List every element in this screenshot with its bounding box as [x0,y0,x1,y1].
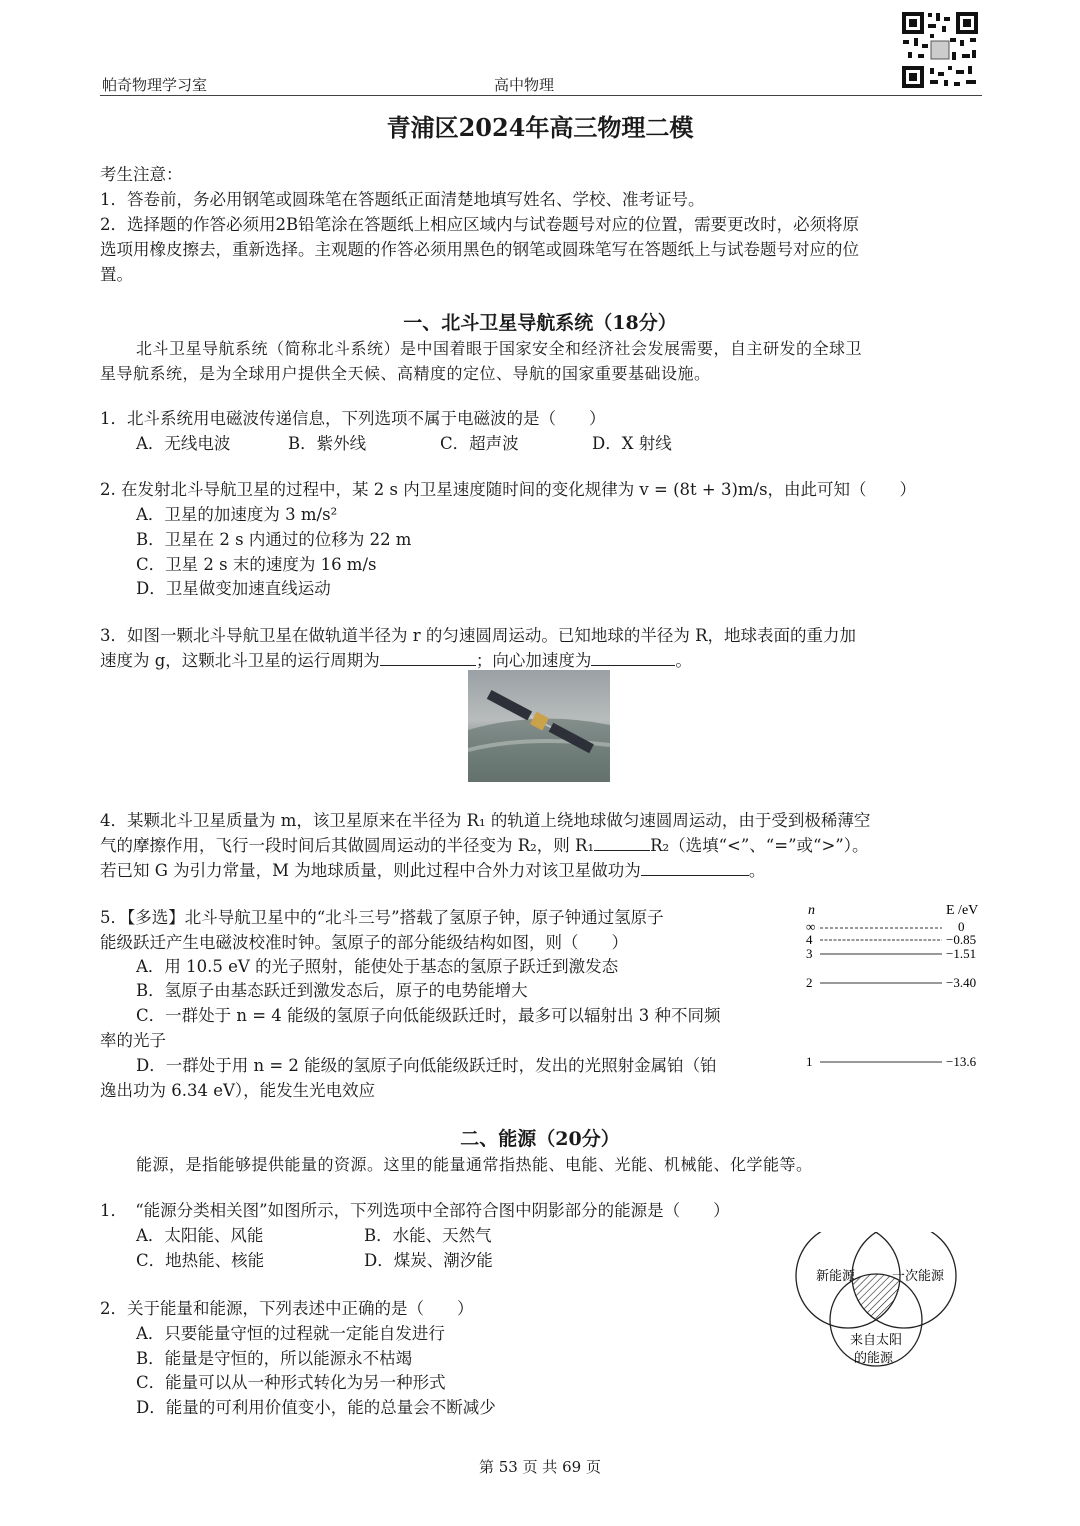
venn-label-left: 新能源 [816,1268,856,1283]
s1-q2-option-b: B．卫星在 2 s 内通过的位移为 22 m [136,530,412,549]
energy-level-diagram [800,898,990,1078]
energy-e-1: −13.6 [946,1054,977,1069]
s1-q3-line-1: 3．如图一颗北斗导航卫星在做轨道半径为 r 的匀速圆周运动。已知地球的半径为 R，地球表面的重力加 [100,626,857,645]
section-1-intro-line-1: 北斗卫星导航系统（简称北斗系统）是中国着眼于国家安全和经济社会发展需要，自主研发的全球卫 [136,339,863,358]
s2-q1-option-a: A．太阳能、风能 [136,1226,264,1245]
satellite-image [468,670,610,782]
section-2-intro: 能源，是指能够提供能量的资源。这里的能量通常指热能、电能、光能、机械能、化学能等。 [136,1155,813,1174]
s2-q2-option-c: C．能量可以从一种形式转化为另一种形式 [136,1373,446,1392]
s1-q5-option-d-line-1: D．一群处于用 n = 2 能级的氢原子向低能级跃迁时，发出的光照射金属铂（铂 [136,1056,717,1075]
header-rule [100,95,982,96]
qr-code-icon [900,10,980,90]
page-title: 青浦区2024年高三物理二模 [386,113,694,142]
s2-q2-option-a: A．只要能量守恒的过程就一定能自发进行 [136,1324,445,1343]
s2-q2-option-d: D．能量的可利用价值变小，能的总量会不断减少 [136,1398,496,1417]
s1-q4-line-1: 4．某颗北斗卫星质量为 m，该卫星原来在半径为 R₁ 的轨道上绕地球做匀速圆周运动，由于受到极稀薄空 [100,811,871,830]
s1-q3-blank-acceleration[interactable] [591,649,675,666]
page-footer: 第 53 页 共 69 页 [478,1458,601,1476]
energy-n-1: 1 [806,1054,813,1069]
s2-q1-option-d: D．煤炭、潮汐能 [364,1251,493,1270]
s2-q1-option-c: C．地热能、核能 [136,1251,265,1270]
header-left: 帕奇物理学习室 [102,76,208,94]
s1-q2-option-d: D．卫星做变加速直线运动 [136,579,331,598]
s1-q1-option-c: C．超声波 [440,434,519,453]
energy-e-axis-label: E /eV [946,903,979,918]
s1-q4-line-3 [100,858,765,883]
s1-q5-line-1: 5．【多选】北斗导航卫星中的“北斗三号”搭载了氢原子钟，原子钟通过氢原子 [100,908,664,927]
energy-n-2: 2 [806,975,813,990]
energy-n-3: 3 [806,946,813,961]
energy-e-4: −0.85 [946,932,977,947]
s1-q2-stem: 2. 在发射北斗导航卫星的过程中，某 2 s 内卫星速度随时间的变化规律为 v = (8t + 3)m/s，由此可知（ ） [100,480,917,499]
s1-q5-option-a: A．用 10.5 eV 的光子照射，能使处于基态的氢原子跃迁到激发态 [136,957,619,976]
s1-q4-text-c: 若已知 G 为引力常量，M 为地球质量，则此过程中合外力对该卫星做功为 [100,861,641,880]
notice-item-2-line-1: 2．选择题的作答必须用2B铅笔涂在答题纸上相应区域内与试卷题号对应的位置，需要更改时，必须将原 [100,215,860,234]
s2-q2-stem: 2．关于能量和能源，下列表述中正确的是（ ） [100,1299,474,1318]
s1-q5-option-c-line-2: 率的光子 [100,1031,166,1050]
s1-q3-blank-period[interactable] [380,649,476,666]
s2-q1-option-b: B．水能、天然气 [364,1226,492,1245]
energy-venn-diagram [792,1232,958,1372]
s2-q2-option-b: B．能量是守恒的，所以能源永不枯竭 [136,1349,413,1368]
s1-q1-stem: 1．北斗系统用电磁波传递信息，下列选项不属于电磁波的是（ ） [100,409,606,428]
s1-q4-text-d: 。 [748,861,766,880]
energy-e-inf: 0 [958,919,965,934]
s2-q1-stem: 1． “能源分类相关图”如图所示，下列选项中全部符合图中阴影部分的能源是（ ） [100,1201,730,1220]
s1-q1-option-a: A．无线电波 [136,434,231,453]
s1-q3-text-b: ；向心加速度为 [475,651,592,670]
s1-q2-option-a: A．卫星的加速度为 3 m/s² [136,505,338,524]
energy-e-2: −3.40 [946,975,977,990]
notice-heading: 考生注意： [100,165,183,184]
section-1-title: 一、北斗卫星导航系统（18分） [403,312,677,334]
energy-n-inf: ∞ [806,919,816,934]
header-center: 高中物理 [494,76,555,94]
section-2-title: 二、能源（20分） [460,1128,620,1150]
energy-n-axis-label: n [808,903,815,918]
s1-q5-option-c-line-1: C．一群处于 n = 4 能级的氢原子向低能级跃迁时，最多可以辐射出 3 种不同频 [136,1006,721,1025]
notice-item-1: 1．答卷前，务必用钢笔或圆珠笔在答题纸正面清楚地填写姓名、学校、准考证号。 [100,190,705,209]
s1-q3-text-a: 速度为 g，这颗北斗卫星的运行周期为 [100,651,380,670]
s1-q2-option-c: C．卫星 2 s 末的速度为 16 m/s [136,555,377,574]
s1-q4-blank-work[interactable] [641,859,749,876]
s1-q4-line-2 [100,833,868,858]
energy-n-4: 4 [806,932,813,947]
s1-q1-option-d: D．X 射线 [592,434,672,453]
s1-q3-text-c: 。 [675,651,692,670]
s1-q4-blank-compare[interactable] [594,834,650,851]
s1-q1-option-b: B．紫外线 [288,434,367,453]
energy-e-3: −1.51 [946,946,977,961]
notice-item-2-line-2: 选项用橡皮擦去，重新选择。主观题的作答必须用黑色的钢笔或圆珠笔写在答题纸上与试卷题号对应的位 [100,240,859,259]
venn-label-right: 一次能源 [892,1268,945,1283]
venn-label-bottom-1: 来自太阳 [850,1332,903,1347]
notice-item-2-line-3: 置。 [100,265,133,284]
section-1-intro-line-2: 星导航系统，是为全球用户提供全天候、高精度的定位、导航的国家重要基础设施。 [100,364,711,383]
s1-q5-line-2: 能级跃迁产生电磁波校准时钟。氢原子的部分能级结构如图，则（ ） [100,933,628,952]
venn-label-bottom-2: 的能源 [854,1350,894,1365]
s1-q5-option-b: B．氢原子由基态跃迁到激发态后，原子的电势能增大 [136,981,528,1000]
s1-q4-text-b: R₂（选填“<”、“=”或“>”）。 [650,836,869,855]
s1-q5-option-d-line-2: 逸出功为 6.34 eV），能发生光电效应 [100,1081,376,1100]
s1-q4-text-a: 气的摩擦作用，飞行一段时间后其做圆周运动的半径变为 R₂，则 R₁ [100,836,595,855]
